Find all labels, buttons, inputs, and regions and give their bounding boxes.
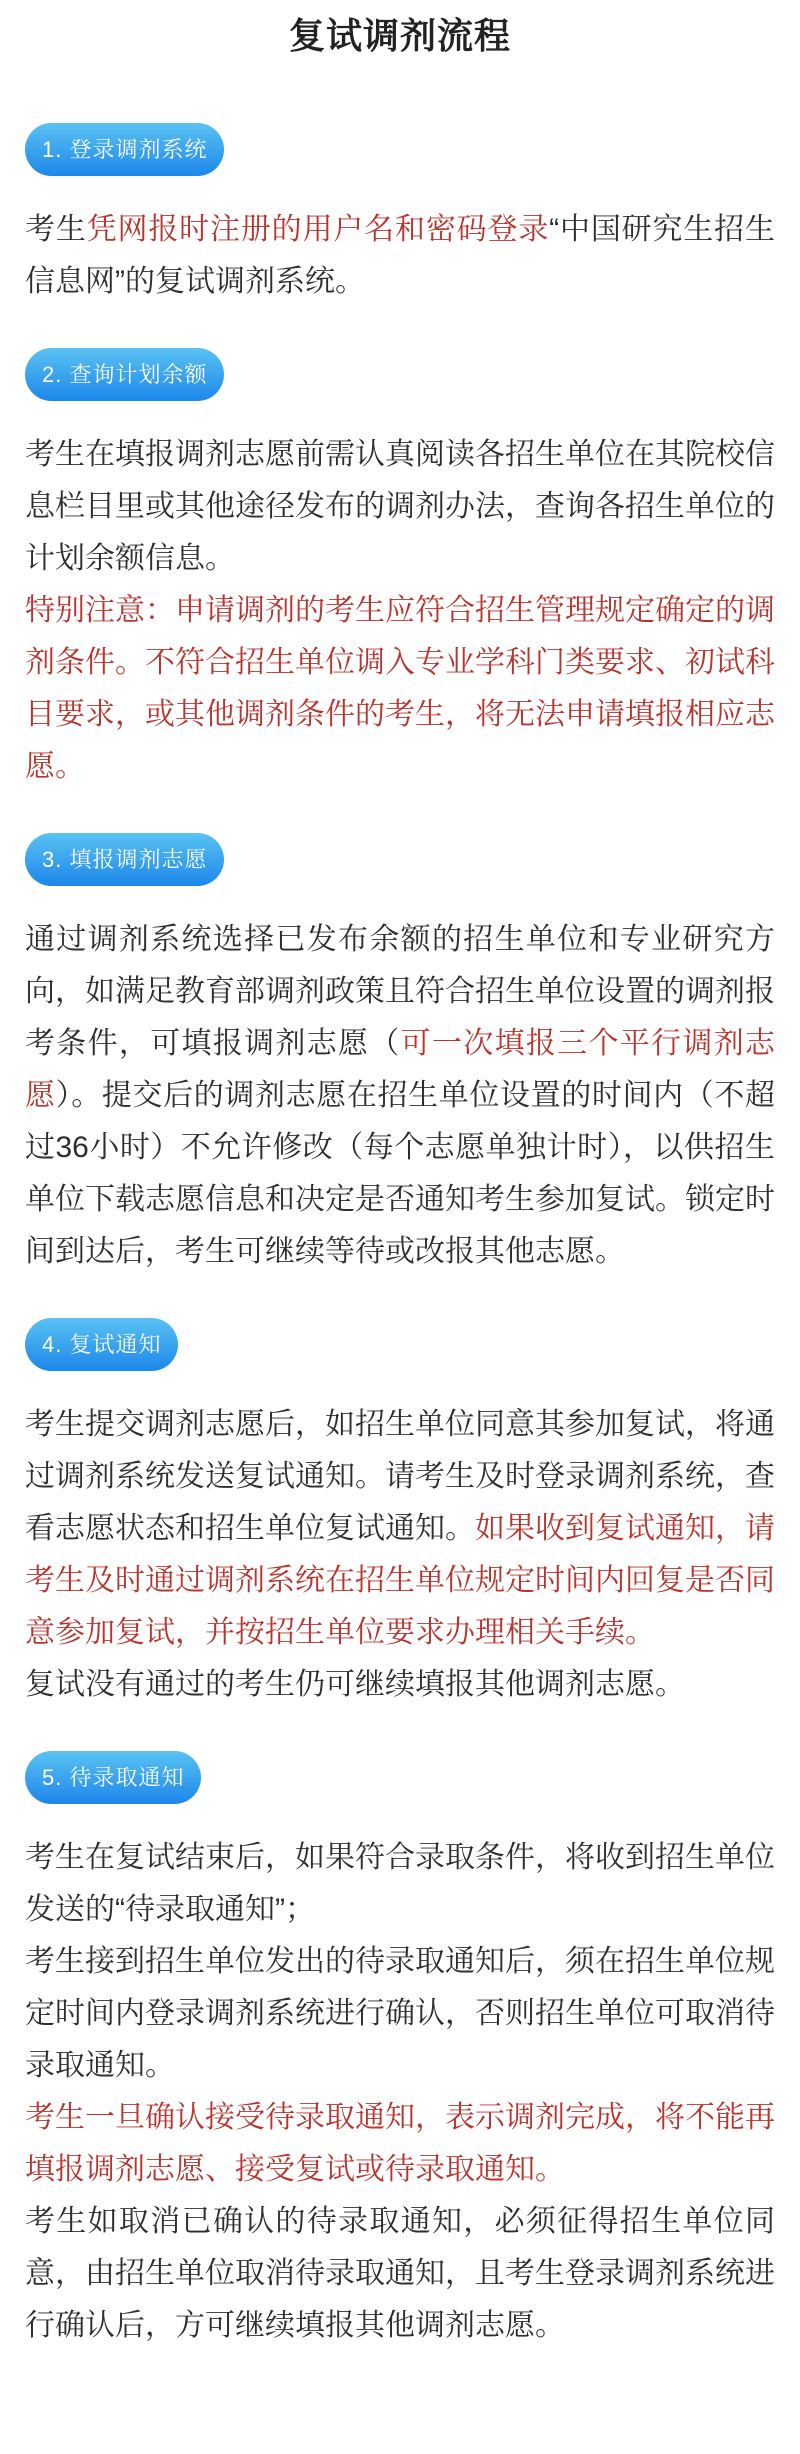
- step-badge: 3. 填报调剂志愿: [25, 833, 224, 886]
- page-title: 复试调剂流程: [288, 15, 511, 56]
- step-badge: 5. 待录取通知: [25, 1751, 201, 1804]
- flow-section: [0, 793, 800, 1278]
- flow-section: [0, 308, 800, 793]
- text-run: 考生如取消已确认的待录取通知，必须征得招生单位同意，由招生单位取消待录取通知，且考生登录调剂系统进行确认后，方可继续填报其他调剂志愿。: [25, 2205, 775, 2342]
- paragraph: [25, 204, 775, 308]
- step-badge: 4. 复试通知: [25, 1318, 178, 1371]
- paragraph: [25, 2196, 775, 2352]
- flow-section: [0, 1711, 800, 2352]
- text-run: ）。提交后的调剂志愿在招生单位设置的时间内（不超过36小时）不允许修改（每个志愿单独计时），以供招生单位下载志愿信息和决定是否通知考生参加复试。锁定时间到达后，考生可继续等待或改报其他志愿。: [25, 1079, 775, 1268]
- flow-section: [0, 1278, 800, 1711]
- flow-document: [0, 8, 800, 2352]
- text-run: 考生提交调剂志愿后，如招生单位同意其参加复试，将通过调剂系统发送复试通知。请考生及时登录调剂系统，查看志愿状态和招生单位复试通知。: [25, 1408, 775, 1545]
- step-badge: 1. 登录调剂系统: [25, 123, 224, 176]
- text-run: 复试没有通过的考生仍可继续填报其他调剂志愿。: [25, 1668, 685, 1701]
- text-run: “中国研究生招生信息网”的复试调剂系统。: [25, 213, 775, 298]
- paragraph: [25, 429, 775, 585]
- highlight-text: 如果收到复试通知，请考生及时通过调剂系统在招生单位规定时间内回复是否同意参加复试，并按招生单位要求办理相关手续。: [25, 1512, 775, 1649]
- paragraph: [25, 914, 775, 1278]
- text-run: 通过调剂系统选择已发布余额的招生单位和专业研究方向，如满足教育部调剂政策且符合招生单位设置的调剂报考条件，可填报调剂志愿（: [25, 923, 775, 1060]
- paragraph: [25, 1659, 775, 1711]
- highlight-text: 可一次填报三个平行调剂志愿: [25, 1027, 776, 1112]
- paragraph: [25, 585, 775, 793]
- text-run: 考生在复试结束后，如果符合录取条件，将收到招生单位发送的“待录取通知”；: [25, 1841, 775, 1926]
- sections: [0, 59, 800, 2352]
- paragraph: [25, 1936, 775, 2092]
- flow-section: [0, 59, 800, 308]
- text-run: 考生接到招生单位发出的待录取通知后，须在招生单位规定时间内登录调剂系统进行确认，否则招生单位可取消待录取通知。: [25, 1945, 775, 2082]
- highlight-text: 特别注意：申请调剂的考生应符合招生管理规定确定的调剂条件。不符合招生单位调入专业学科门类要求、初试科目要求，或其他调剂条件的考生，将无法申请填报相应志愿。: [25, 594, 775, 783]
- paragraph: [25, 2092, 775, 2196]
- paragraph: [25, 1832, 775, 1936]
- paragraph: [25, 1399, 775, 1659]
- step-badge: 2. 查询计划余额: [25, 348, 224, 401]
- text-run: 考生: [25, 213, 87, 246]
- highlight-text: 凭网报时注册的用户名和密码登录: [86, 213, 550, 246]
- text-run: 考生在填报调剂志愿前需认真阅读各招生单位在其院校信息栏目里或其他途径发布的调剂办法，查询各招生单位的计划余额信息。: [25, 438, 775, 575]
- highlight-text: 考生一旦确认接受待录取通知，表示调剂完成，将不能再填报调剂志愿、接受复试或待录取通知。: [25, 2101, 775, 2186]
